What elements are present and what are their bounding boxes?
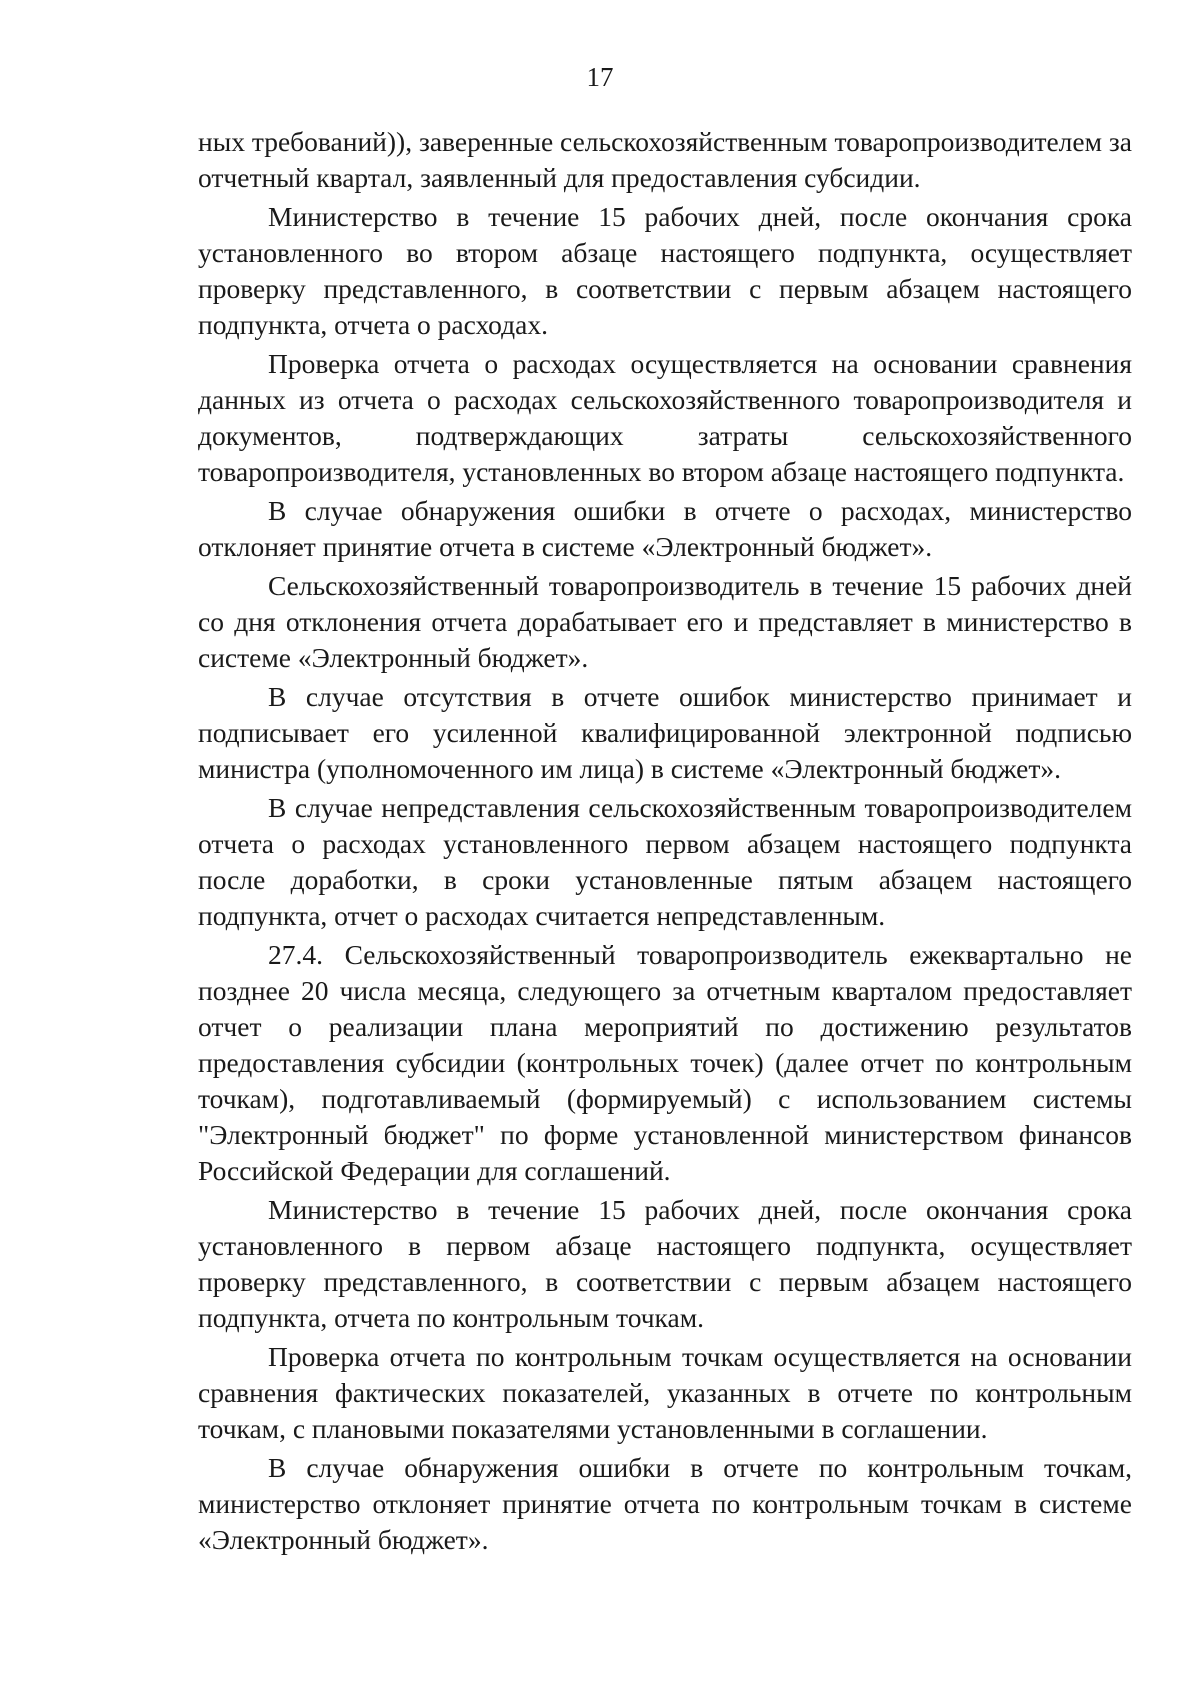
paragraph-no-errors-signing: В случае отсутствия в отчете ошибок министерство принимает и подписывает его усиленной квалифицированной электронной подписью министра (уполномоченного им лица) в системе «Электронный бюджет». xyxy=(198,681,1132,784)
paragraph-ministry-check-checkpoints: Министерство в течение 15 рабочих дней, после окончания срока установленного в первом абзаце настоящего подпункта, осуществляет проверку представленного, в соответствии с первым абзацем настоящего подпункта, отчета по контрольным точкам. xyxy=(198,1194,1132,1333)
document-body xyxy=(198,124,1132,1558)
paragraph-non-submission: В случае непредставления сельскохозяйственным товаропроизводителем отчета о расходах установленного первом абзацем настоящего подпункта после доработки, в сроки установленные пятым абзацем настоящего подпункта, отчет о расходах считается непредставленным. xyxy=(198,792,1132,931)
paragraph-expense-report-verification: Проверка отчета о расходах осуществляется на основании сравнения данных из отчета о расходах сельскохозяйственного товаропроизводителя и документов, подтверждающих затраты сельскохозяйственного товаропроизводителя, установленных во втором абзаце настоящего подпункта. xyxy=(198,348,1132,487)
paragraph-checkpoint-error: В случае обнаружения ошибки в отчете по контрольным точкам, министерство отклоняет принятие отчета по контрольным точкам в системе «Электронный бюджет». xyxy=(198,1452,1132,1555)
paragraph-continuation: ных требований)), заверенные сельскохозяйственным товаропроизводителем за отчетный квартал, заявленный для предоставления субсидии. xyxy=(198,126,1132,193)
paragraph-27-4: 27.4. Сельскохозяйственный товаропроизводитель ежеквартально не позднее 20 числа месяца, следующего за отчетным кварталом предоставляет отчет о реализации плана мероприятий по достижению результатов предоставления субсидии (контрольных точек) (далее отчет по контрольным точкам), подготавливаемый (формируемый) с использованием системы "Электронный бюджет" по форме установленной министерством финансов Российской Федерации для соглашений. xyxy=(198,939,1132,1186)
paragraph-checkpoint-verification: Проверка отчета по контрольным точкам осуществляется на основании сравнения фактических показателей, указанных в отчете по контрольным точкам, с плановыми показателями установленными в соглашении. xyxy=(198,1341,1132,1444)
paragraph-ministry-check-expenses: Министерство в течение 15 рабочих дней, после окончания срока установленного во втором абзаце настоящего подпункта, осуществляет проверку представленного, в соответствии с первым абзацем настоящего подпункта, отчета о расходах. xyxy=(198,201,1132,340)
paragraph-rework-deadline: Сельскохозяйственный товаропроизводитель в течение 15 рабочих дней со дня отклонения отчета дорабатывает его и представляет в министерство в системе «Электронный бюджет». xyxy=(198,570,1132,673)
page-number: 17 xyxy=(586,62,614,92)
paragraph-expense-report-error: В случае обнаружения ошибки в отчете о расходах, министерство отклоняет принятие отчета в системе «Электронный бюджет». xyxy=(198,495,1132,562)
